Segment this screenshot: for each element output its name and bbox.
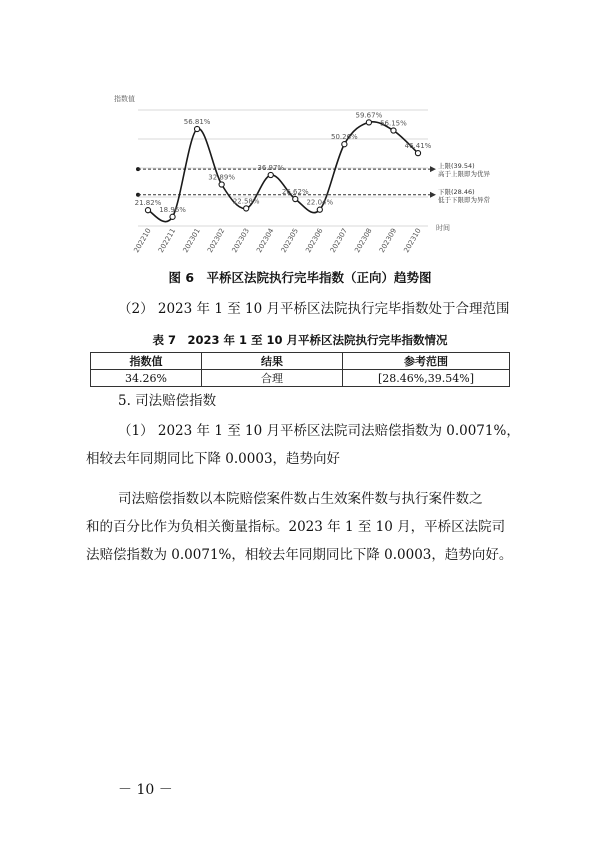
body-text-line1: 司法赔偿指数以本院赔偿案件数占生效案件数与执行案件数之 [118, 491, 483, 507]
section-heading: 5. 司法赔偿指数 [118, 393, 217, 409]
x-tick-label: 202305 [279, 227, 301, 255]
paragraph-compensation-line2: 相较去年同期同比下降 0.0003，趋势向好 [86, 451, 341, 467]
data-point [415, 151, 420, 156]
data-label: 32.89% [208, 173, 235, 182]
data-label: 56.81% [183, 118, 211, 127]
paragraph-compensation-line1: （1） 2023 年 1 至 10 月平桥区法院司法赔偿指数为 0.0071%， [118, 423, 520, 439]
x-tick-label: 202302 [206, 227, 227, 255]
x-tick-label: 202310 [402, 227, 423, 255]
data-point [293, 196, 298, 201]
data-point [170, 214, 175, 219]
cell-result: 合理 [202, 370, 343, 387]
x-tick-label: 202308 [353, 227, 374, 255]
data-point [391, 128, 396, 133]
y-axis-label: 指数值 [114, 95, 135, 103]
data-label: 50.26% [331, 133, 358, 142]
data-point [366, 120, 371, 125]
data-label: 22.04% [306, 198, 334, 207]
x-tick-label: 202307 [328, 227, 350, 255]
figure-caption: 图 6 平桥区法院执行完毕指数（正向）趋势图 [168, 270, 432, 285]
data-label: 22.58% [232, 197, 260, 206]
data-point [268, 172, 273, 177]
page-number: － 10 － [118, 782, 173, 798]
x-tick-label: 202306 [304, 227, 325, 255]
cell-reference-range: [28.46%,39.54%] [343, 370, 510, 387]
x-tick-label: 202303 [230, 227, 251, 255]
data-label: 36.97% [257, 164, 285, 173]
header-reference-range: 参考范围 [343, 353, 510, 370]
threshold-note: 低于下限即为异常 [438, 195, 490, 204]
data-label: 59.67% [355, 111, 383, 120]
x-tick-label: 202301 [181, 227, 202, 255]
x-tick-label: 202304 [255, 227, 276, 255]
data-label: 21.82% [134, 199, 162, 208]
data-point [194, 126, 199, 131]
data-point [244, 206, 249, 211]
threshold-note: 高于上限即为优异 [438, 170, 490, 179]
threshold-label: 上限(39.54) [438, 162, 475, 171]
x-tick-label: 202309 [377, 227, 399, 255]
threshold-arrow [430, 166, 436, 172]
data-label: 56.15% [380, 119, 407, 128]
threshold-label: 下限(28.46) [438, 187, 475, 196]
table-header-row [91, 353, 510, 370]
data-label: 46.41% [404, 142, 432, 151]
body-text-line2: 和的百分比作为负相关衡量指标。2023 年 1 至 10 月，平桥区法院司 [86, 519, 506, 535]
x-axis-label: 时间 [436, 224, 450, 232]
body-text-line3: 法赔偿指数为 0.0071%，相较去年同期同比下降 0.0003，趋势向好。 [86, 547, 513, 563]
cell-index-value: 34.26% [91, 370, 202, 387]
data-point [145, 208, 150, 213]
x-tick-label: 202210 [132, 227, 153, 255]
data-label: 26.62% [281, 188, 309, 197]
trend-chart [110, 88, 490, 256]
table-row [91, 370, 510, 387]
header-result: 结果 [202, 353, 343, 370]
index-table [90, 352, 510, 387]
paragraph-range-status: （2） 2023 年 1 至 10 月平桥区法院执行完毕指数处于合理范围 [118, 301, 510, 317]
threshold-arrow [430, 192, 436, 198]
data-label: 18.96% [159, 205, 186, 214]
data-point [317, 207, 322, 212]
x-tick-label: 202211 [156, 227, 178, 255]
data-point [219, 182, 224, 187]
header-index-value: 指数值 [91, 353, 202, 370]
data-point [342, 142, 347, 147]
table-title: 表 7 2023 年 1 至 10 月平桥区法院执行完毕指数情况 [152, 333, 448, 347]
